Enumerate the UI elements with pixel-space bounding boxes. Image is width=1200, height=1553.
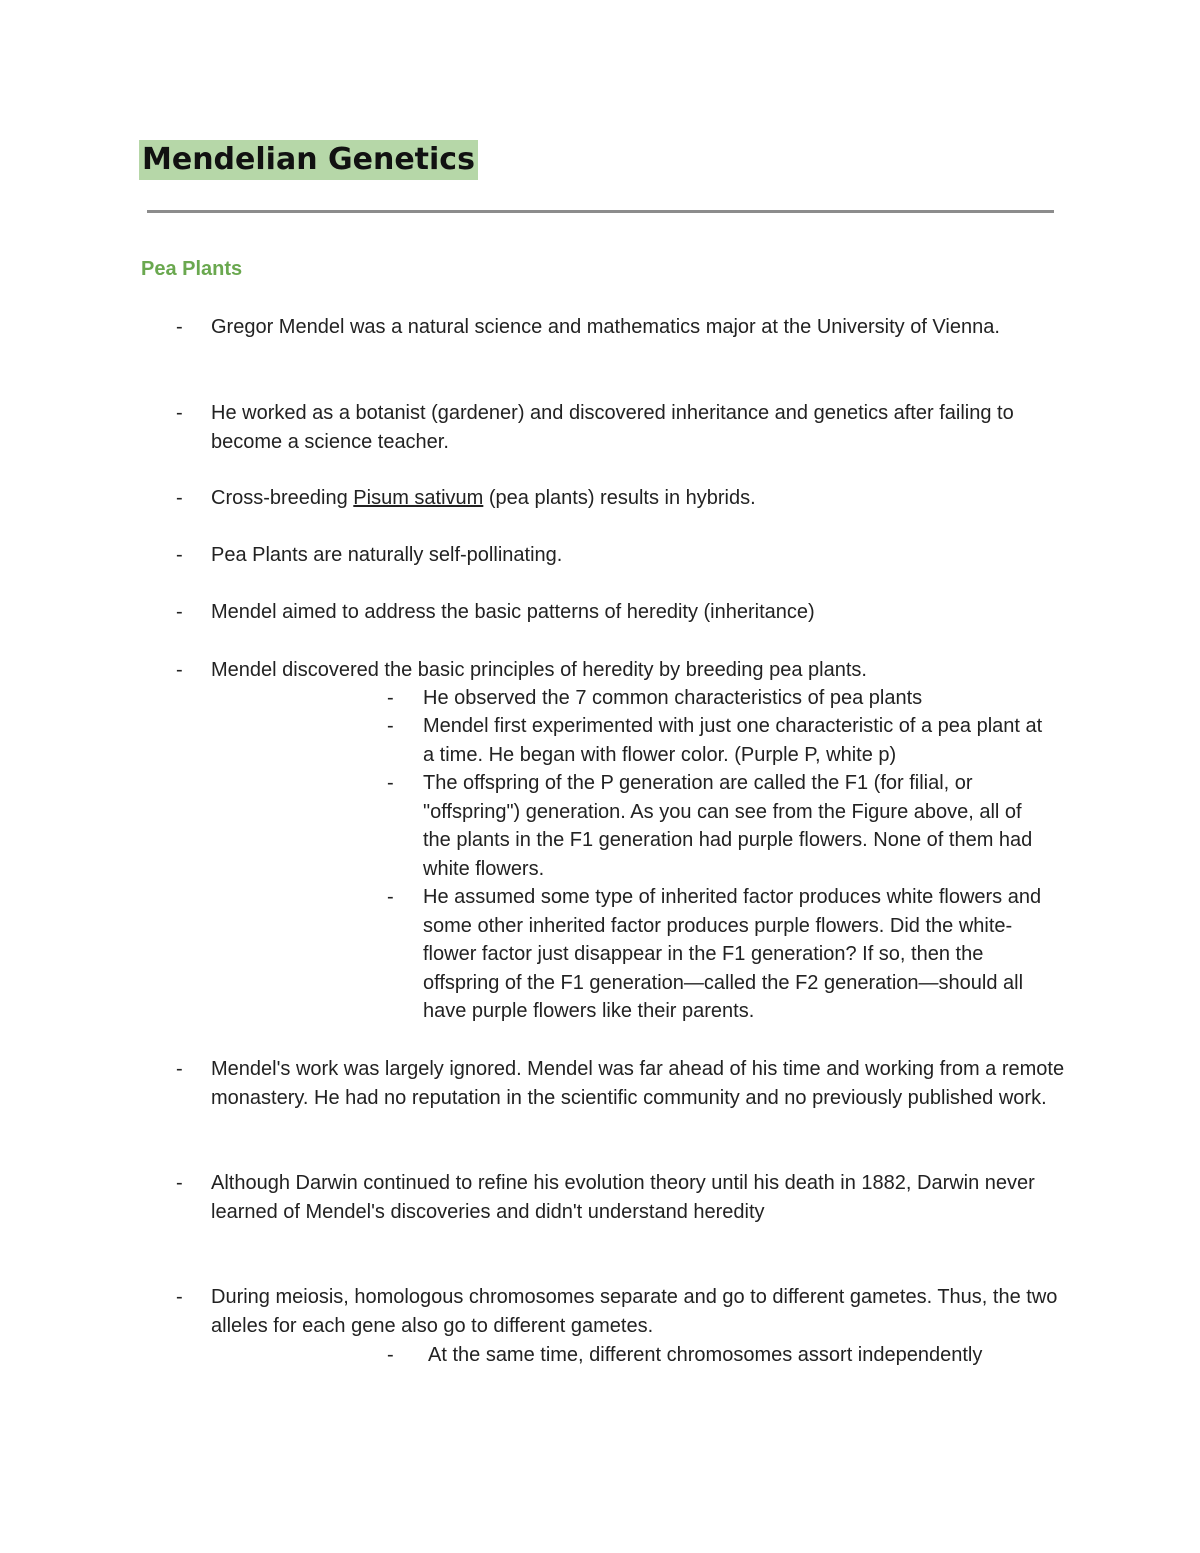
sub-bullet-dash: -: [387, 886, 394, 908]
horizontal-rule: [147, 210, 1054, 213]
species-name-underlined: Pisum sativum: [353, 487, 484, 509]
list-item: During meiosis, homologous chromosomes separate and go to different gametes. Thus, the two alleles for each gene also go to different gametes.: [211, 1286, 1058, 1337]
section-heading: Pea Plants: [141, 258, 243, 280]
bullet-dash: -: [176, 1058, 183, 1080]
sub-list-item: At the same time, different chromosomes assort independently: [428, 1344, 983, 1366]
bullet-dash: -: [176, 316, 183, 338]
sub-bullet-dash: -: [387, 687, 394, 709]
list-item: Mendel discovered the basic principles of heredity by breeding pea plants.: [211, 659, 867, 681]
sub-bullet-dash: -: [387, 772, 394, 794]
document-title: Mendelian Genetics: [139, 140, 478, 180]
sub-bullet-dash: -: [387, 1344, 394, 1366]
list-item: [211, 484, 1071, 513]
sub-bullet-dash: -: [387, 715, 394, 737]
sub-list-item: He assumed some type of inherited factor produces white flowers and some other inherited factor produces purple flowers. Did the white-flower factor just disappear in the F1 generation? If so, then the offspring of the F1 generation—called the F2 generation—should all have purple flowers like their parents.: [423, 886, 1042, 1023]
list-item: Pea Plants are naturally self-pollinating.: [211, 544, 563, 566]
bullet-dash: -: [176, 659, 183, 681]
bullet-dash: -: [176, 402, 183, 424]
bullet-dash: -: [176, 487, 183, 509]
sub-list-item: He observed the 7 common characteristics of pea plants: [423, 687, 923, 709]
sub-list-item: Mendel first experimented with just one characteristic of a pea plant at a time. He began with flower color. (Purple P, white p): [423, 715, 1043, 766]
list-item: Gregor Mendel was a natural science and mathematics major at the University of Vienna.: [211, 316, 1000, 338]
list-item: Mendel aimed to address the basic patterns of heredity (inheritance): [211, 601, 815, 623]
list-item: He worked as a botanist (gardener) and discovered inheritance and genetics after failing to become a science teacher.: [211, 402, 1014, 453]
sub-list-item: The offspring of the P generation are called the F1 (for filial, or "offspring") generation. As you can see from the Figure above, all of the plants in the F1 generation had purple flowers. None of them had white flowers.: [423, 772, 1033, 880]
item-text-before: Cross-breeding: [211, 487, 354, 509]
item-text-after: (pea plants) results in hybrids.: [483, 487, 756, 509]
bullet-dash: -: [176, 1286, 183, 1308]
bullet-dash: -: [176, 601, 183, 623]
list-item: Mendel's work was largely ignored. Mendel was far ahead of his time and working from a remote monastery. He had no reputation in the scientific community and no previously published work.: [211, 1058, 1065, 1109]
bullet-dash: -: [176, 544, 183, 566]
list-item: Although Darwin continued to refine his evolution theory until his death in 1882, Darwin never learned of Mendel's discoveries and didn't understand heredity: [211, 1172, 1035, 1223]
bullet-dash: -: [176, 1172, 183, 1194]
